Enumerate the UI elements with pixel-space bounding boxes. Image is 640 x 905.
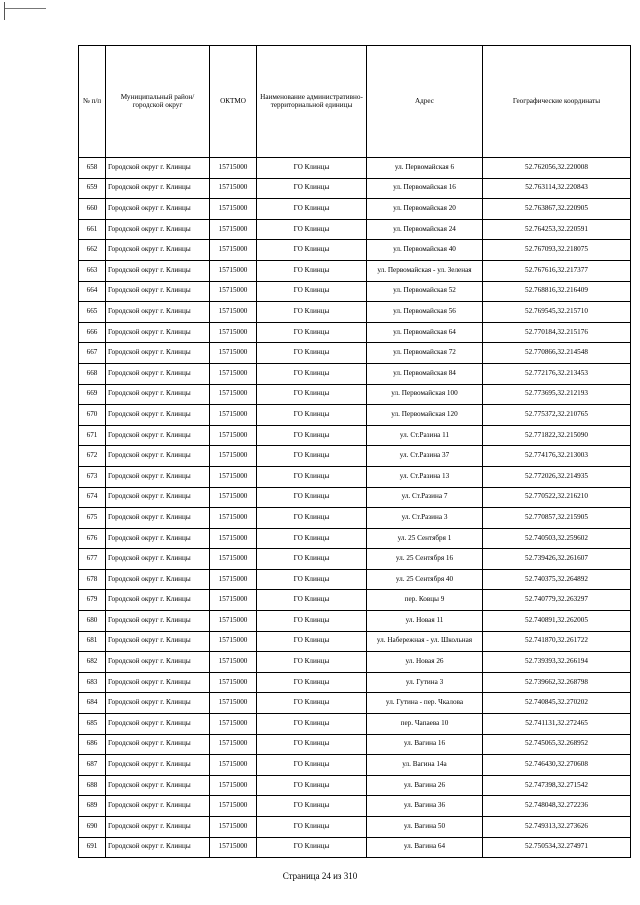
cell-geo: 52.745065,32.268952 bbox=[483, 734, 631, 755]
cell-geo: 52.775372,32.210765 bbox=[483, 405, 631, 426]
cell-num: 663 bbox=[79, 260, 106, 281]
cell-oktmo: 15715000 bbox=[210, 672, 257, 693]
cell-oktmo: 15715000 bbox=[210, 219, 257, 240]
cell-address: ул. Вагина 16 bbox=[367, 734, 483, 755]
table-row bbox=[79, 487, 631, 508]
cell-num: 682 bbox=[79, 652, 106, 673]
table-row bbox=[79, 219, 631, 240]
cell-oktmo: 15715000 bbox=[210, 714, 257, 735]
cell-address: ул. Ст.Разина 11 bbox=[367, 425, 483, 446]
cell-address: ул. Гутина - пер. Чкалова bbox=[367, 693, 483, 714]
table-row bbox=[79, 817, 631, 838]
header-geo: Географические координаты bbox=[483, 46, 631, 158]
cell-num: 686 bbox=[79, 734, 106, 755]
cell-municipality: Городской округ г. Клинцы bbox=[106, 343, 210, 364]
cell-municipality: Городской округ г. Клинцы bbox=[106, 775, 210, 796]
cell-address: ул. Первомайская 20 bbox=[367, 199, 483, 220]
cell-address: ул. Новая 26 bbox=[367, 652, 483, 673]
cell-unit: ГО Клинцы bbox=[257, 528, 367, 549]
header-row bbox=[79, 46, 631, 158]
cell-geo: 52.747398,32.271542 bbox=[483, 775, 631, 796]
header-municipality: Муниципальный район/городской округ bbox=[106, 46, 210, 158]
table-row bbox=[79, 796, 631, 817]
cell-oktmo: 15715000 bbox=[210, 178, 257, 199]
cell-municipality: Городской округ г. Клинцы bbox=[106, 363, 210, 384]
cell-unit: ГО Клинцы bbox=[257, 508, 367, 529]
cell-geo: 52.767093,32.218075 bbox=[483, 240, 631, 261]
cell-num: 685 bbox=[79, 714, 106, 735]
cell-address: ул. Вагина 36 bbox=[367, 796, 483, 817]
cell-geo: 52.739662,32.268798 bbox=[483, 672, 631, 693]
cell-unit: ГО Клинцы bbox=[257, 240, 367, 261]
cell-unit: ГО Клинцы bbox=[257, 569, 367, 590]
cell-municipality: Городской округ г. Клинцы bbox=[106, 549, 210, 570]
cell-num: 673 bbox=[79, 466, 106, 487]
cell-geo: 52.773695,32.212193 bbox=[483, 384, 631, 405]
cell-unit: ГО Клинцы bbox=[257, 487, 367, 508]
table-body bbox=[79, 158, 631, 858]
cell-geo: 52.740845,32.270202 bbox=[483, 693, 631, 714]
cell-municipality: Городской округ г. Клинцы bbox=[106, 487, 210, 508]
cell-oktmo: 15715000 bbox=[210, 260, 257, 281]
cell-municipality: Городской округ г. Клинцы bbox=[106, 425, 210, 446]
cell-municipality: Городской округ г. Клинцы bbox=[106, 446, 210, 467]
cell-oktmo: 15715000 bbox=[210, 549, 257, 570]
cell-municipality: Городской округ г. Клинцы bbox=[106, 611, 210, 632]
cell-num: 662 bbox=[79, 240, 106, 261]
cell-unit: ГО Клинцы bbox=[257, 590, 367, 611]
cell-num: 668 bbox=[79, 363, 106, 384]
cell-unit: ГО Клинцы bbox=[257, 714, 367, 735]
cell-unit: ГО Клинцы bbox=[257, 734, 367, 755]
table-row bbox=[79, 405, 631, 426]
cell-num: 691 bbox=[79, 837, 106, 858]
cell-num: 689 bbox=[79, 796, 106, 817]
table-row bbox=[79, 755, 631, 776]
cell-unit: ГО Клинцы bbox=[257, 549, 367, 570]
cell-geo: 52.740503,32.259602 bbox=[483, 528, 631, 549]
cell-address: ул. Вагина 14а bbox=[367, 755, 483, 776]
cell-oktmo: 15715000 bbox=[210, 817, 257, 838]
cell-geo: 52.770857,32.215905 bbox=[483, 508, 631, 529]
cell-num: 670 bbox=[79, 405, 106, 426]
cell-address: ул. Вагина 26 bbox=[367, 775, 483, 796]
header-num: № п/п bbox=[79, 46, 106, 158]
table-row bbox=[79, 734, 631, 755]
cell-unit: ГО Клинцы bbox=[257, 796, 367, 817]
table-row bbox=[79, 714, 631, 735]
cell-geo: 52.769545,32.215710 bbox=[483, 302, 631, 323]
cell-unit: ГО Клинцы bbox=[257, 611, 367, 632]
cell-oktmo: 15715000 bbox=[210, 240, 257, 261]
cell-address: ул. Первомайская 120 bbox=[367, 405, 483, 426]
cell-num: 672 bbox=[79, 446, 106, 467]
cell-municipality: Городской округ г. Клинцы bbox=[106, 302, 210, 323]
cell-unit: ГО Клинцы bbox=[257, 178, 367, 199]
cell-oktmo: 15715000 bbox=[210, 755, 257, 776]
scan-artifact-tick bbox=[4, 2, 5, 20]
cell-num: 688 bbox=[79, 775, 106, 796]
cell-address: ул. 25 Сентября 1 bbox=[367, 528, 483, 549]
cell-geo: 52.774176,32.213003 bbox=[483, 446, 631, 467]
table-row bbox=[79, 611, 631, 632]
table-row bbox=[79, 158, 631, 179]
cell-num: 679 bbox=[79, 590, 106, 611]
cell-municipality: Городской округ г. Клинцы bbox=[106, 528, 210, 549]
table-row bbox=[79, 240, 631, 261]
cell-oktmo: 15715000 bbox=[210, 425, 257, 446]
table-row bbox=[79, 549, 631, 570]
cell-unit: ГО Клинцы bbox=[257, 219, 367, 240]
cell-municipality: Городской округ г. Клинцы bbox=[106, 693, 210, 714]
cell-unit: ГО Клинцы bbox=[257, 322, 367, 343]
cell-num: 677 bbox=[79, 549, 106, 570]
table-row bbox=[79, 775, 631, 796]
cell-geo: 52.748048,32.272236 bbox=[483, 796, 631, 817]
cell-municipality: Городской округ г. Клинцы bbox=[106, 734, 210, 755]
cell-geo: 52.739393,32.266194 bbox=[483, 652, 631, 673]
cell-municipality: Городской округ г. Клинцы bbox=[106, 158, 210, 179]
cell-unit: ГО Клинцы bbox=[257, 199, 367, 220]
cell-address: ул. Первомайская 40 bbox=[367, 240, 483, 261]
cell-geo: 52.740375,32.264892 bbox=[483, 569, 631, 590]
cell-oktmo: 15715000 bbox=[210, 322, 257, 343]
cell-num: 660 bbox=[79, 199, 106, 220]
cell-address: ул. Гутина 3 bbox=[367, 672, 483, 693]
cell-unit: ГО Клинцы bbox=[257, 281, 367, 302]
table-row bbox=[79, 631, 631, 652]
cell-address: ул. Первомайская 64 bbox=[367, 322, 483, 343]
cell-unit: ГО Клинцы bbox=[257, 631, 367, 652]
cell-unit: ГО Клинцы bbox=[257, 343, 367, 364]
cell-unit: ГО Клинцы bbox=[257, 363, 367, 384]
cell-geo: 52.739426,32.261607 bbox=[483, 549, 631, 570]
table-row bbox=[79, 569, 631, 590]
cell-num: 683 bbox=[79, 672, 106, 693]
table-row bbox=[79, 343, 631, 364]
cell-geo: 52.764253,32.220591 bbox=[483, 219, 631, 240]
cell-municipality: Городской округ г. Клинцы bbox=[106, 281, 210, 302]
cell-address: ул. Первомайская 52 bbox=[367, 281, 483, 302]
cell-geo: 52.767616,32.217377 bbox=[483, 260, 631, 281]
cell-municipality: Городской округ г. Клинцы bbox=[106, 384, 210, 405]
cell-municipality: Городской округ г. Клинцы bbox=[106, 260, 210, 281]
cell-address: ул. Первомайская - ул. Зеленая bbox=[367, 260, 483, 281]
cell-geo: 52.741870,32.261722 bbox=[483, 631, 631, 652]
cell-num: 665 bbox=[79, 302, 106, 323]
cell-num: 659 bbox=[79, 178, 106, 199]
cell-municipality: Городской округ г. Клинцы bbox=[106, 508, 210, 529]
cell-geo: 52.763867,32.220905 bbox=[483, 199, 631, 220]
table-row bbox=[79, 508, 631, 529]
cell-oktmo: 15715000 bbox=[210, 405, 257, 426]
cell-municipality: Городской округ г. Клинцы bbox=[106, 672, 210, 693]
header-address: Адрес bbox=[367, 46, 483, 158]
cell-num: 687 bbox=[79, 755, 106, 776]
cell-address: ул. Вагина 50 bbox=[367, 817, 483, 838]
cell-oktmo: 15715000 bbox=[210, 158, 257, 179]
cell-geo: 52.740779,32.263297 bbox=[483, 590, 631, 611]
cell-geo: 52.740891,32.262005 bbox=[483, 611, 631, 632]
cell-oktmo: 15715000 bbox=[210, 775, 257, 796]
cell-address: ул. Первомайская 24 bbox=[367, 219, 483, 240]
table-row bbox=[79, 837, 631, 858]
cell-num: 690 bbox=[79, 817, 106, 838]
cell-address: ул. Ст.Разина 37 bbox=[367, 446, 483, 467]
cell-oktmo: 15715000 bbox=[210, 446, 257, 467]
cell-geo: 52.741131,32.272465 bbox=[483, 714, 631, 735]
registry-table bbox=[78, 45, 631, 858]
cell-address: ул. Ст.Разина 13 bbox=[367, 466, 483, 487]
cell-unit: ГО Клинцы bbox=[257, 260, 367, 281]
cell-geo: 52.768816,32.216409 bbox=[483, 281, 631, 302]
table-row bbox=[79, 322, 631, 343]
table-row bbox=[79, 199, 631, 220]
cell-oktmo: 15715000 bbox=[210, 611, 257, 632]
cell-address: ул. Ст.Разина 7 bbox=[367, 487, 483, 508]
cell-address: ул. 25 Сентября 16 bbox=[367, 549, 483, 570]
cell-num: 664 bbox=[79, 281, 106, 302]
cell-oktmo: 15715000 bbox=[210, 734, 257, 755]
page-number: Страница 24 из 310 bbox=[282, 871, 358, 881]
cell-oktmo: 15715000 bbox=[210, 466, 257, 487]
cell-unit: ГО Клинцы bbox=[257, 693, 367, 714]
cell-unit: ГО Клинцы bbox=[257, 817, 367, 838]
header-oktmo: ОКТМО bbox=[210, 46, 257, 158]
table-row bbox=[79, 652, 631, 673]
cell-address: ул. Первомайская 56 bbox=[367, 302, 483, 323]
cell-address: ул. Первомайская 72 bbox=[367, 343, 483, 364]
cell-num: 675 bbox=[79, 508, 106, 529]
cell-unit: ГО Клинцы bbox=[257, 405, 367, 426]
cell-oktmo: 15715000 bbox=[210, 343, 257, 364]
cell-oktmo: 15715000 bbox=[210, 363, 257, 384]
cell-municipality: Городской округ г. Клинцы bbox=[106, 466, 210, 487]
cell-unit: ГО Клинцы bbox=[257, 158, 367, 179]
cell-num: 661 bbox=[79, 219, 106, 240]
cell-address: ул. Первомайская 6 bbox=[367, 158, 483, 179]
table-row bbox=[79, 693, 631, 714]
cell-oktmo: 15715000 bbox=[210, 528, 257, 549]
header-unit: Наименование административно-территориальной единицы bbox=[257, 46, 367, 158]
cell-municipality: Городской округ г. Клинцы bbox=[106, 796, 210, 817]
table-row bbox=[79, 363, 631, 384]
cell-geo: 52.772176,32.213453 bbox=[483, 363, 631, 384]
cell-municipality: Городской округ г. Клинцы bbox=[106, 631, 210, 652]
table-header bbox=[79, 46, 631, 158]
cell-oktmo: 15715000 bbox=[210, 302, 257, 323]
cell-address: пер. Ковцы 9 bbox=[367, 590, 483, 611]
cell-address: ул. Набережная - ул. Школьная bbox=[367, 631, 483, 652]
cell-oktmo: 15715000 bbox=[210, 652, 257, 673]
cell-geo: 52.770866,32.214548 bbox=[483, 343, 631, 364]
cell-oktmo: 15715000 bbox=[210, 569, 257, 590]
cell-num: 658 bbox=[79, 158, 106, 179]
cell-oktmo: 15715000 bbox=[210, 199, 257, 220]
table-row bbox=[79, 446, 631, 467]
cell-address: ул. Первомайская 84 bbox=[367, 363, 483, 384]
table-row bbox=[79, 466, 631, 487]
cell-oktmo: 15715000 bbox=[210, 384, 257, 405]
cell-num: 671 bbox=[79, 425, 106, 446]
cell-oktmo: 15715000 bbox=[210, 693, 257, 714]
cell-num: 680 bbox=[79, 611, 106, 632]
cell-oktmo: 15715000 bbox=[210, 281, 257, 302]
cell-municipality: Городской округ г. Клинцы bbox=[106, 405, 210, 426]
cell-address: ул. Новая 11 bbox=[367, 611, 483, 632]
cell-municipality: Городской округ г. Клинцы bbox=[106, 240, 210, 261]
cell-geo: 52.770522,32.216210 bbox=[483, 487, 631, 508]
table-row bbox=[79, 672, 631, 693]
cell-oktmo: 15715000 bbox=[210, 796, 257, 817]
cell-address: ул. Первомайская 100 bbox=[367, 384, 483, 405]
cell-unit: ГО Клинцы bbox=[257, 425, 367, 446]
cell-oktmo: 15715000 bbox=[210, 487, 257, 508]
cell-num: 666 bbox=[79, 322, 106, 343]
cell-oktmo: 15715000 bbox=[210, 631, 257, 652]
cell-unit: ГО Клинцы bbox=[257, 775, 367, 796]
cell-geo: 52.750534,32.274971 bbox=[483, 837, 631, 858]
cell-unit: ГО Клинцы bbox=[257, 672, 367, 693]
cell-unit: ГО Клинцы bbox=[257, 384, 367, 405]
table-row bbox=[79, 528, 631, 549]
cell-num: 678 bbox=[79, 569, 106, 590]
table-row bbox=[79, 425, 631, 446]
cell-municipality: Городской округ г. Клинцы bbox=[106, 322, 210, 343]
cell-num: 667 bbox=[79, 343, 106, 364]
table-row bbox=[79, 281, 631, 302]
cell-unit: ГО Клинцы bbox=[257, 302, 367, 323]
cell-num: 676 bbox=[79, 528, 106, 549]
cell-unit: ГО Клинцы bbox=[257, 837, 367, 858]
cell-municipality: Городской округ г. Клинцы bbox=[106, 817, 210, 838]
cell-unit: ГО Клинцы bbox=[257, 466, 367, 487]
table-row bbox=[79, 260, 631, 281]
cell-address: ул. 25 Сентября 40 bbox=[367, 569, 483, 590]
cell-municipality: Городской округ г. Клинцы bbox=[106, 652, 210, 673]
cell-address: ул. Вагина 64 bbox=[367, 837, 483, 858]
cell-unit: ГО Клинцы bbox=[257, 446, 367, 467]
cell-municipality: Городской округ г. Клинцы bbox=[106, 178, 210, 199]
cell-municipality: Городской округ г. Клинцы bbox=[106, 219, 210, 240]
cell-geo: 52.763114,32.220843 bbox=[483, 178, 631, 199]
cell-unit: ГО Клинцы bbox=[257, 755, 367, 776]
cell-municipality: Городской округ г. Клинцы bbox=[106, 755, 210, 776]
cell-geo: 52.762056,32.220008 bbox=[483, 158, 631, 179]
cell-municipality: Городской округ г. Клинцы bbox=[106, 714, 210, 735]
cell-geo: 52.772026,32.214935 bbox=[483, 466, 631, 487]
cell-num: 684 bbox=[79, 693, 106, 714]
cell-address: ул. Первомайская 16 bbox=[367, 178, 483, 199]
cell-num: 674 bbox=[79, 487, 106, 508]
cell-oktmo: 15715000 bbox=[210, 590, 257, 611]
cell-address: пер. Чапаева 10 bbox=[367, 714, 483, 735]
scan-artifact bbox=[4, 8, 46, 19]
table-row bbox=[79, 178, 631, 199]
cell-municipality: Городской округ г. Клинцы bbox=[106, 837, 210, 858]
table-row bbox=[79, 384, 631, 405]
table-row bbox=[79, 590, 631, 611]
cell-address: ул. Ст.Разина 3 bbox=[367, 508, 483, 529]
cell-municipality: Городской округ г. Клинцы bbox=[106, 590, 210, 611]
cell-oktmo: 15715000 bbox=[210, 837, 257, 858]
cell-geo: 52.746430,32.270608 bbox=[483, 755, 631, 776]
cell-num: 681 bbox=[79, 631, 106, 652]
table-row bbox=[79, 302, 631, 323]
cell-num: 669 bbox=[79, 384, 106, 405]
cell-municipality: Городской округ г. Клинцы bbox=[106, 569, 210, 590]
cell-geo: 52.749313,32.273626 bbox=[483, 817, 631, 838]
cell-geo: 52.770184,32.215176 bbox=[483, 322, 631, 343]
cell-geo: 52.771822,32.215090 bbox=[483, 425, 631, 446]
cell-oktmo: 15715000 bbox=[210, 508, 257, 529]
cell-unit: ГО Клинцы bbox=[257, 652, 367, 673]
cell-municipality: Городской округ г. Клинцы bbox=[106, 199, 210, 220]
